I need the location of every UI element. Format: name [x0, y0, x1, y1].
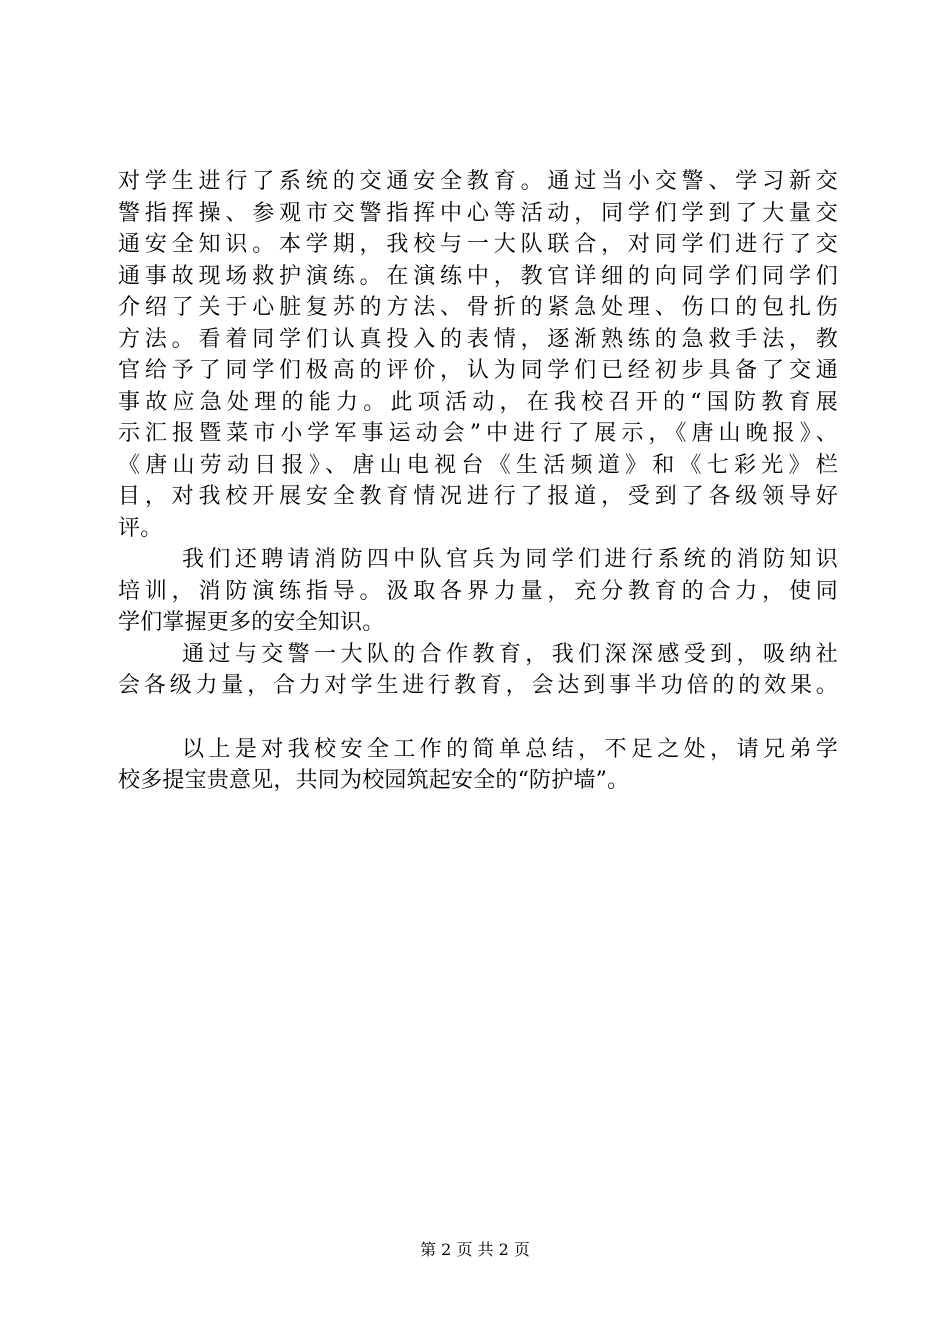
- text-line: 学们掌握更多的安全知识。: [118, 610, 385, 635]
- text-line: 事故应急处理的能力。此项活动，在我校召开的“国防教育展: [118, 389, 838, 415]
- text-line: 校多提宝贵意见，共同为校园筑起安全的“防护墙”。: [118, 768, 630, 793]
- text-line: 评。: [118, 515, 163, 541]
- paragraph-1: [118, 166, 838, 544]
- text-line: 我们还聘请消防四中队官兵为同学们进行系统的消防知识: [182, 547, 838, 572]
- text-line: 警指挥操、参观市交警指挥中心等活动，同学们学到了大量交: [118, 200, 838, 226]
- text-line: 方法。看着同学们认真投入的表情，逐渐熟练的急救手法，教: [118, 326, 838, 352]
- text-line: 通过与交警一大队的合作教育，我们深深感受到，吸纳社: [182, 641, 838, 667]
- paragraph-4: [118, 734, 838, 797]
- text-line: 通事故现场救护演练。在演练中，教官详细的向同学们同学们: [118, 263, 838, 289]
- text-line: 目，对我校开展安全教育情况进行了报道，受到了各级领导好: [118, 484, 838, 509]
- page-number-footer: 第 2 页 共 2 页: [420, 1240, 530, 1259]
- document-body: [118, 166, 838, 797]
- text-line: 培训，消防演练指导。汲取各界力量，充分教育的合力，使同: [118, 578, 838, 604]
- text-line: 示汇报暨菜市小学军事运动会”中进行了展示，《唐山晚报》、: [118, 421, 838, 446]
- text-line: 会各级力量，合力对学生进行教育，会达到事半功倍的的效果。: [118, 673, 838, 698]
- text-line: 官给予了同学们极高的评价，认为同学们已经初步具备了交通: [118, 358, 838, 383]
- text-line: 以上是对我校安全工作的简单总结，不足之处，请兄弟学: [182, 736, 838, 762]
- paragraph-gap: [118, 702, 838, 734]
- paragraph-2: [118, 544, 838, 639]
- text-line: 《唐山劳动日报》、唐山电视台《生活频道》和《七彩光》栏: [118, 452, 838, 478]
- text-line: 通安全知识。本学期，我校与一大队联合，对同学们进行了交: [118, 232, 838, 257]
- text-line: 介绍了关于心脏复苏的方法、骨折的紧急处理、伤口的包扎伤: [118, 295, 838, 320]
- paragraph-3: [118, 639, 838, 702]
- text-line: 对学生进行了系统的交通安全教育。通过当小交警、学习新交: [118, 169, 838, 194]
